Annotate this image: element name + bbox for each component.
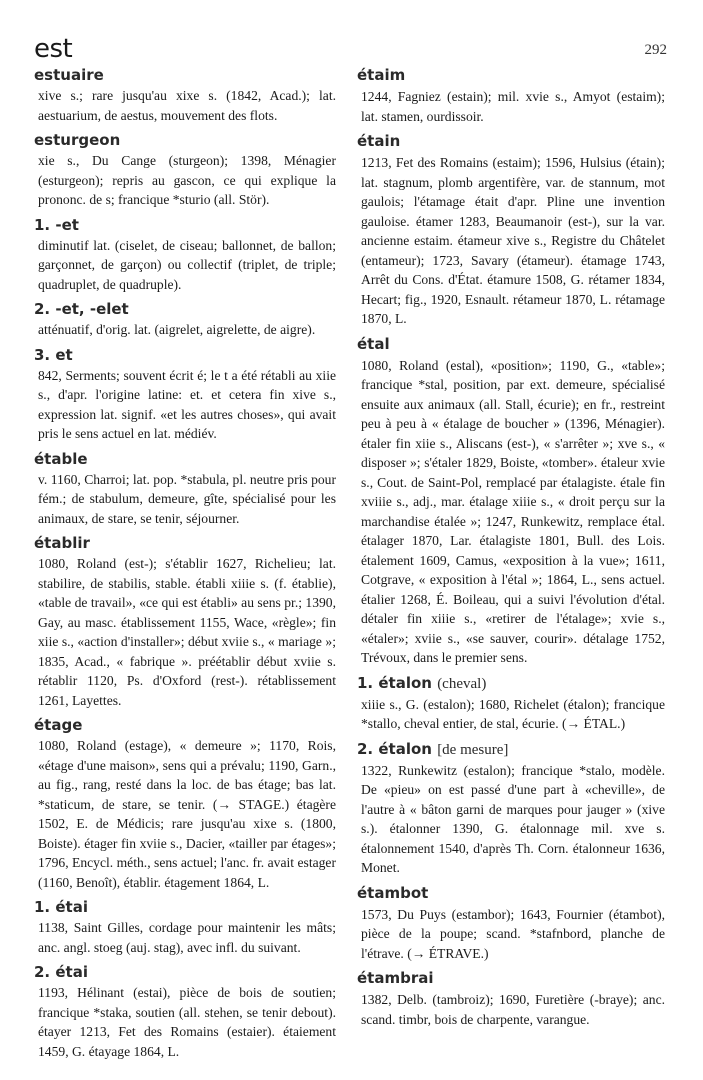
entry-headword-line <box>357 740 665 760</box>
entry-headword-line <box>357 674 665 694</box>
entry-text: diminutif lat. (ciselet, de ciseau; ballonnet, de ballon; garçonnet, de garçon) ou collectif (triplet, de triple; quadruplet, de quadruple). <box>38 237 336 292</box>
entry-headword: 1. étai <box>34 898 88 916</box>
dictionary-entry <box>357 132 665 329</box>
running-head: est <box>34 34 73 64</box>
entry-text: v. 1160, Charroi; lat. pop. *stabula, pl. neutre pris pour fém.; de stabulum, demeure, gîte, spécialisé pour les animaux, de stare, se tenir, séjourner. <box>38 471 336 526</box>
entry-headword: étambot <box>357 883 429 902</box>
entry-headword-line <box>357 66 665 86</box>
dictionary-entry <box>34 534 336 710</box>
entry-headword: étaim <box>357 66 406 84</box>
entry-headword: établir <box>34 534 90 552</box>
entry-text: 1322, Runkewitz (estalon); francique *stalo, modèle. De «pieu» on est passé d'une part à «cheville», de l'autre à « bâton garni de marques pour jauger » (xive s.). étalonner 1390, G. étalonnage mil. xve s. étalonnement 1540, d'après Th. Corn. étalonneur 1636, Monet. <box>361 762 665 875</box>
entry-text: 1080, Roland (est-); s'établir 1627, Richelieu; lat. stabilire, de stabilis, stable. établi xiiie s. (f. établie), «table de travail», «ce qui est établi» au sens pr.; 1390, Gay, au masc. établissement 1155, Wace, «règle»; fin xiie s., «action d'installer»; début xviie s., « mariage »; 1835, Acad., « fabrique ». préétablir début xviie s. rétablir 1120, Ps. d'Oxford (rest-). rétablissement 1261, Layettes. <box>38 556 336 708</box>
headword-note: (cheval) <box>437 675 487 692</box>
entry-headword: 3. et <box>34 345 73 364</box>
entry-text: 1244, Fagniez (estain); mil. xvie s., Amyot (estaim); lat. stamen, ourdissoir. <box>361 89 665 124</box>
entry-headword: 2. étai <box>34 963 88 981</box>
entry-text: 1382, Delb. (tambroiz); 1690, Furetière (-braye); anc. scand. timbr, bois de charpente, varangue. <box>361 992 665 1027</box>
dictionary-entry <box>34 346 336 444</box>
entry-headword-line <box>357 884 665 904</box>
left-column <box>34 66 336 1067</box>
entry-headword-line <box>357 132 665 152</box>
page-number: 292 <box>644 42 667 58</box>
entry-headword: étain <box>357 132 401 150</box>
dictionary-entry <box>357 335 665 668</box>
dictionary-entry <box>34 898 336 957</box>
dictionary-entry <box>357 66 665 126</box>
entry-headword: estuaire <box>34 66 104 84</box>
dictionary-entry <box>357 884 665 964</box>
entry-text: 1080, Roland (estage), « demeure »; 1170, Rois, «étage d'une maison», sens qui a prévalu; 1190, Garn., au fig., rang, resté dans la loc. de bas étage; bas lat. *staticum, de stare, se tenir. (→ STAGE.) étagère 1502, E. de Médicis; rare jusqu'au xixe s. (1800, Boiste). étager fin xviie s., Dacier, «tailler par étages»; 1796, Encycl. méth., sens actuel; l'anc. fr. avait estager (1160, Benoît), établir. étagement 1864, L. <box>38 738 336 890</box>
entry-headword: 1. étalon <box>357 673 432 692</box>
entry-headword-line <box>357 335 665 355</box>
entry-headword: étage <box>34 716 83 734</box>
dictionary-entry <box>34 716 336 892</box>
entry-text: 1213, Fet des Romains (estaim); 1596, Hulsius (étain); lat. stagnum, plomb argentifère, var. de stannum, mot gaulois; l'étamage était d'apr. Pline une invention gauloise. étamer 1283, Beaumanoir (est-), sur la var. ancienne estaim. étameur xive s., Registre du Châtelet (entameur); 1723, Savary (étameur). étamage 1743, Arrêt du Cons. d'État. étamure 1508, G. rétamer 1834, Hecart; fig., 1920, Esnault. rétameur 1870, L. rétamage 1870, L. <box>361 155 665 326</box>
entry-text: 1080, Roland (estal), «position»; 1190, G., «table»; francique *stal, position, par ext. demeure, spécialisé ensuite aux animaux (all. Stall, écurie); en fr., restreint peu à peu à « étalage de boucher » (1396, Ménagier). étaler fin xiie s., Aliscans (est-), « s'arrêter »; xve s., « disposer »; s'étaler 1829, Boiste, «tomber». étaleur xvie s., Cout. de Saint-Pol, remplacé par étalagiste. étale fin xviiie s., adj., mar. étalage xiiie s., « droit perçu sur la marchandise étalée »; 1247, Runkewitz, remplace étal. étalager 1870, Lar. étalagiste 1801, Bull. des Lois. étalement 1609, Camus, «exposition à la vue»; 1611, Cotgrave, « exposition à l'étal »; 1864, L., sens actuel. étalier 1268, É. Boileau, qui a suivi l'évolution d'étal. détaler fin xiiie s., «retirer de l'étalage»; xvie s., «étaler»; xviie s., «se sauver, courir». détalage 1752, Trévoux, dans le premier sens. <box>361 357 665 665</box>
entry-headword: étable <box>34 449 88 468</box>
entry-text: atténuatif, d'orig. lat. (aigrelet, aigrelette, de aigre). <box>38 322 316 337</box>
dictionary-entry <box>34 131 336 210</box>
entry-text: 1138, Saint Gilles, cordage pour maintenir les mâts; anc. angl. stoeg (auj. stag), avec infl. du suivant. <box>38 920 336 955</box>
right-column <box>357 66 665 1035</box>
entry-text: 1193, Hélinant (estai), pièce de bois de soutien; francique *staka, soutien (all. stehen, se tenir debout). étayer 1213, Fet des Romains (estaier). étaiement 1459, G. étayage 1864, L. <box>38 985 336 1059</box>
entry-headword: étambrai <box>357 969 434 987</box>
dictionary-entry <box>34 450 336 529</box>
dictionary-entry <box>34 66 336 125</box>
entry-headword: étal <box>357 334 390 353</box>
dictionary-entry <box>34 216 336 295</box>
entry-headword: 2. étalon <box>357 739 432 758</box>
dictionary-entry <box>357 674 665 734</box>
dictionary-entry <box>357 969 665 1029</box>
entry-text: xive s.; rare jusqu'au xixe s. (1842, Acad.); lat. aestuarium, de aestus, mouvement des flots. <box>38 88 336 123</box>
entry-headword: esturgeon <box>34 131 121 149</box>
entry-headword-line <box>357 969 665 989</box>
dictionary-entry <box>34 963 336 1061</box>
entry-text: 1573, Du Puys (estambor); 1643, Fournier (étambot), pièce de la poupe; scand. *stafnbord, planche de l'étrave. (→ ÉTRAVE.) <box>361 906 665 961</box>
headword-note: [de mesure] <box>437 741 509 758</box>
dictionary-entry <box>357 740 665 878</box>
dictionary-entry <box>34 300 336 340</box>
entry-text: xie s., Du Cange (sturgeon); 1398, Ménagier (esturgeon); repris au gascon, ce qui explique la prononc. de s; francique *sturio (all. Stör). <box>38 153 336 207</box>
entry-text: xiiie s., G. (estalon); 1680, Richelet (étalon); francique *stallo, cheval entier, de stal, écurie. (→ ÉTAL.) <box>361 696 665 731</box>
entry-text: 842, Serments; souvent écrit é; le t a été rétabli au xiie s., d'apr. l'origine latine: et. et cetera fin xive s., expression lat. signif. «et les autres choses», qui avait pris le sens actuel en lat. médiév. <box>38 367 336 441</box>
entry-headword: 2. -et, -elet <box>34 300 129 318</box>
entry-headword: 1. -et <box>34 215 79 234</box>
